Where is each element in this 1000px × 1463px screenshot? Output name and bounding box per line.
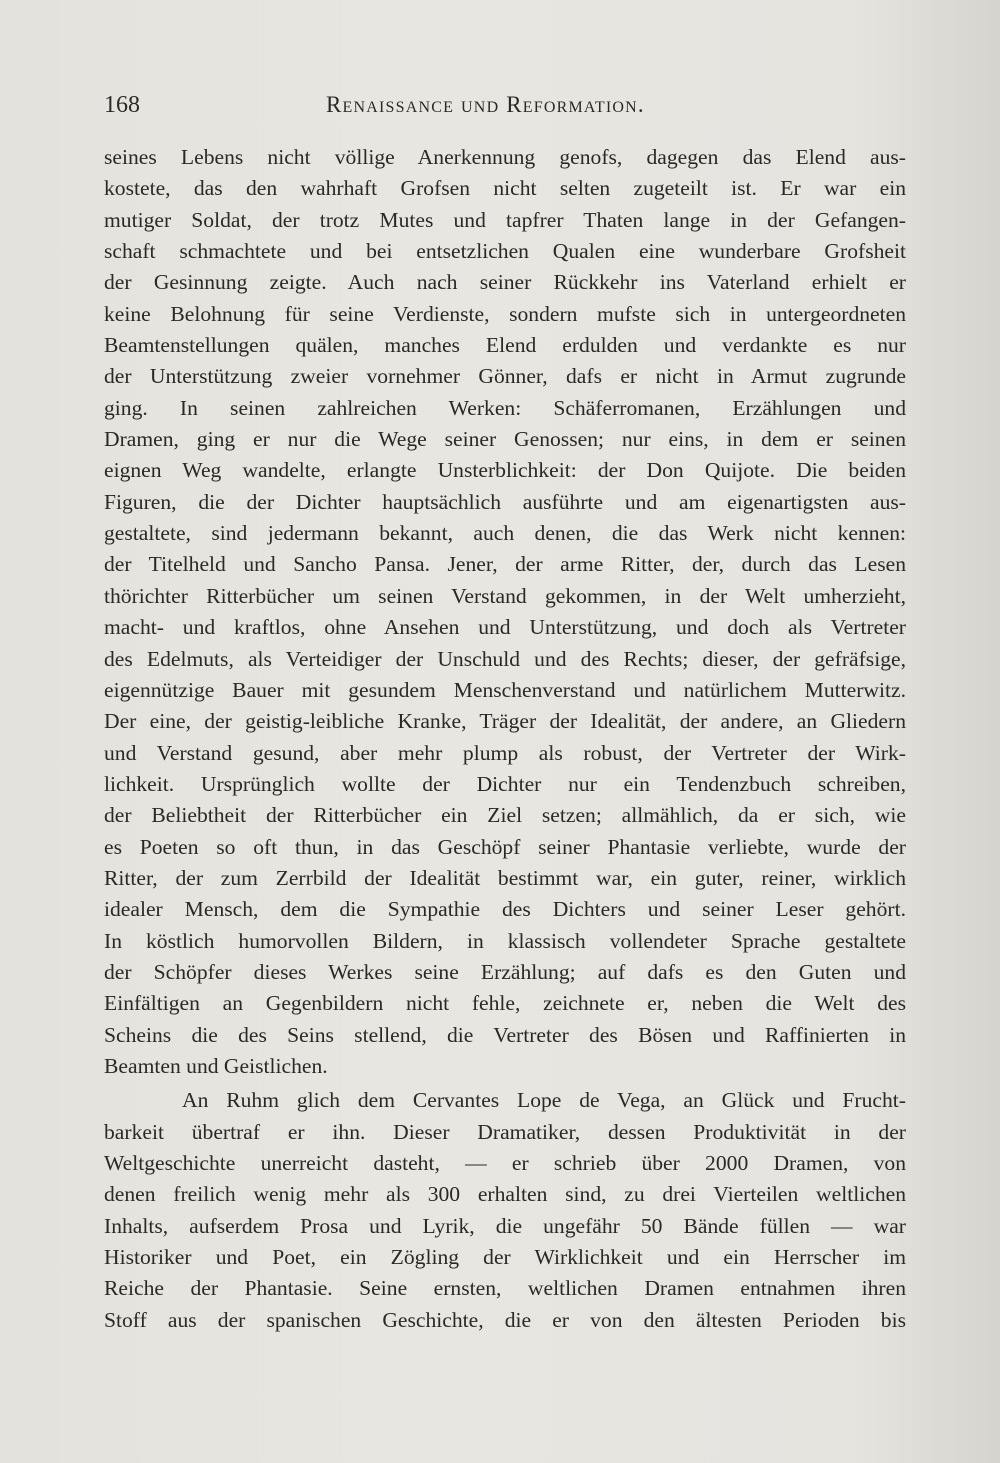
- text-line: Historiker und Poet, ein Zögling der Wirklichkeit und ein Herrscher im: [104, 1245, 906, 1270]
- text-line: denen freilich wenig mehr als 300 erhalten sind, zu drei Vierteilen weltlichen: [104, 1182, 906, 1207]
- text-line: Einfältigen an Gegenbildern nicht fehle, zeichnete er, neben die Welt des: [104, 991, 906, 1016]
- text-line: der Titelheld und Sancho Pansa. Jener, der arme Ritter, der, durch das Lesen: [104, 552, 906, 577]
- text-line: Reiche der Phantasie. Seine ernsten, weltlichen Dramen entnahmen ihren: [104, 1276, 906, 1301]
- text-line: ging. In seinen zahlreichen Werken: Schäferromanen, Erzählungen und: [104, 395, 906, 420]
- text-line: Inhalts, aufserdem Prosa und Lyrik, die ungefähr 50 Bände füllen — war: [104, 1213, 906, 1238]
- page-number: 168: [104, 92, 140, 118]
- text-line: kostete, das den wahrhaft Grofsen nicht selten zugeteilt ist. Er war ein: [104, 176, 906, 201]
- paragraph: [104, 1085, 906, 1336]
- text-line: keine Belohnung für seine Verdienste, sondern mufste sich in untergeordneten: [104, 301, 906, 326]
- text-line: lichkeit. Ursprünglich wollte der Dichter nur ein Tendenzbuch schreiben,: [104, 771, 906, 796]
- text-line: Scheins die des Seins stellend, die Vertreter des Bösen und Raffinierten in: [104, 1022, 906, 1047]
- text-line: mutiger Soldat, der trotz Mutes und tapfrer Thaten lange in der Gefangen-: [104, 207, 906, 232]
- text-line: Der eine, der geistig-leibliche Kranke, Träger der Idealität, der andere, an Gliedern: [104, 709, 906, 734]
- text-line: Beamtenstellungen quälen, manches Elend erdulden und verdankte es nur: [104, 333, 906, 358]
- running-title: Renaissance und Reformation.: [326, 92, 645, 117]
- text-line: seines Lebens nicht völlige Anerkennung genofs, dagegen das Elend aus-: [104, 145, 906, 169]
- text-line: Dramen, ging er nur die Wege seiner Genossen; nur eins, in dem er seinen: [104, 427, 906, 452]
- text-line: schaft schmachtete und bei entsetzlichen Qualen eine wunderbare Grofsheit: [104, 239, 906, 264]
- text-line: Stoff aus der spanischen Geschichte, die er von den ältesten Perioden bis: [104, 1307, 906, 1332]
- text-line: eignen Weg wandelte, erlangte Unsterblichkeit: der Don Quijote. Die beiden: [104, 458, 906, 483]
- text-line: Weltgeschichte unerreicht dasteht, — er schrieb über 2000 Dramen, von: [104, 1151, 906, 1175]
- page-header: [104, 88, 904, 124]
- paragraph: [104, 142, 906, 1082]
- text-line: gestaltete, sind jedermann bekannt, auch denen, die das Werk nicht kennen:: [104, 521, 906, 546]
- text-line: und Verstand gesund, aber mehr plump als robust, der Vertreter der Wirk-: [104, 740, 906, 765]
- text-line: der Beliebtheit der Ritterbücher ein Ziel setzen; allmählich, da er sich, wie: [104, 803, 906, 828]
- text-line: der Gesinnung zeigte. Auch nach seiner Rückkehr ins Vaterland erhielt er: [104, 270, 906, 295]
- body-text: [104, 142, 906, 1336]
- text-line: macht- und kraftlos, ohne Ansehen und Unterstützung, und doch als Vertreter: [104, 615, 906, 640]
- text-line: eigennützige Bauer mit gesundem Menschenverstand und natürlichem Mutterwitz.: [104, 677, 906, 702]
- text-line: Ritter, der zum Zerrbild der Idealität bestimmt war, ein guter, reiner, wirklich: [104, 865, 906, 890]
- text-line: thörichter Ritterbücher um seinen Verstand gekommen, in der Welt umherzieht,: [104, 583, 906, 608]
- text-line: An Ruhm glich dem Cervantes Lope de Vega, an Glück und Frucht-: [182, 1088, 906, 1113]
- text-line: der Unterstützung zweier vornehmer Gönner, dafs er nicht in Armut zugrunde: [104, 364, 906, 389]
- text-line: barkeit übertraf er ihn. Dieser Dramatiker, dessen Produktivität in der: [104, 1119, 906, 1144]
- text-line: Beamten und Geistlichen.: [104, 1053, 328, 1078]
- text-line: idealer Mensch, dem die Sympathie des Dichters und seiner Leser gehört.: [104, 897, 906, 922]
- text-line: Figuren, die der Dichter hauptsächlich ausführte und am eigenartigsten aus-: [104, 489, 906, 514]
- text-line: es Poeten so oft thun, in das Geschöpf seiner Phantasie verliebte, wurde der: [104, 834, 906, 859]
- text-line: der Schöpfer dieses Werkes seine Erzählung; auf dafs es den Guten und: [104, 959, 906, 984]
- text-line: In köstlich humorvollen Bildern, in klassisch vollendeter Sprache gestaltete: [104, 928, 906, 953]
- text-line: des Edelmuts, als Verteidiger der Unschuld und des Rechts; dieser, der gefräfsige,: [104, 646, 906, 671]
